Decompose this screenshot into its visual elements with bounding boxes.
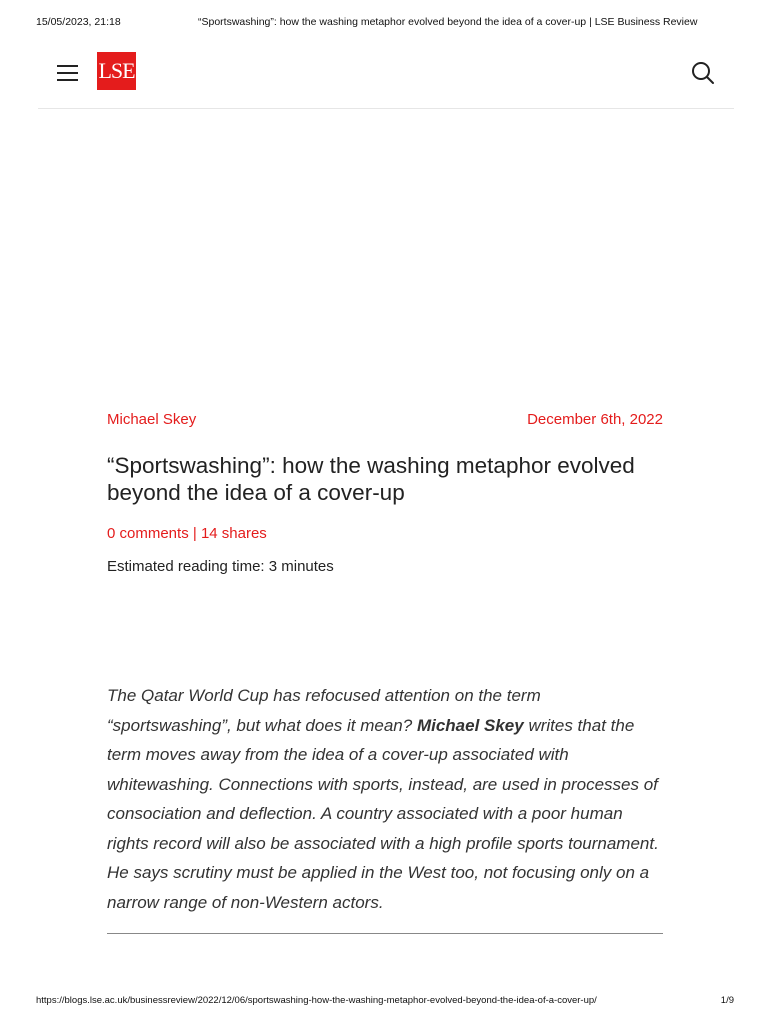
lse-logo[interactable]: LSE xyxy=(97,52,136,90)
intro-text-part2: writes that the term moves away from the idea of a cover-up associated with whitewashing. Connections with sports, instead, are used in processes of consociation and deflection. A country associated with a poor human rights record will also be associated with a high profile sports tournament. He says scrutiny must be applied in the West too, not focusing only on a narrow range of non-Western actors. xyxy=(107,715,659,912)
article-stats xyxy=(107,525,267,542)
print-page-title: “Sportswashing”: how the washing metaphor evolved beyond the idea of a cover-up | LSE Business Review xyxy=(198,16,698,28)
byline xyxy=(107,411,663,433)
print-header xyxy=(36,16,732,30)
print-datetime: 15/05/2023, 21:18 xyxy=(36,16,121,28)
hamburger-menu-icon[interactable] xyxy=(56,62,80,84)
print-url: https://blogs.lse.ac.uk/businessreview/2022/12/06/sportswashing-how-the-washing-metaphor-evolved-beyond-the-idea-of-a-cover-up/ xyxy=(36,995,597,1006)
publish-date: December 6th, 2022 xyxy=(527,411,663,428)
section-divider xyxy=(107,933,663,934)
print-footer xyxy=(36,995,734,1009)
reading-time: Estimated reading time: 3 minutes xyxy=(107,558,334,575)
author-link[interactable]: Michael Skey xyxy=(107,411,197,428)
intro-author: Michael Skey xyxy=(416,715,524,735)
article-intro xyxy=(107,681,667,917)
site-header xyxy=(38,52,734,109)
article-title: “Sportswashing”: how the washing metaphor evolved beyond the idea of a cover-up xyxy=(107,453,635,505)
stats-separator: | xyxy=(188,525,201,542)
search-icon[interactable] xyxy=(690,60,716,86)
shares-link[interactable]: 14 shares xyxy=(200,525,267,542)
intro-text-part1: The Qatar World Cup has refocused attention on the term “sportswashing”, but what does it mean? xyxy=(107,686,541,735)
print-page-number: 1/9 xyxy=(720,995,734,1006)
comments-link[interactable]: 0 comments xyxy=(107,525,189,542)
